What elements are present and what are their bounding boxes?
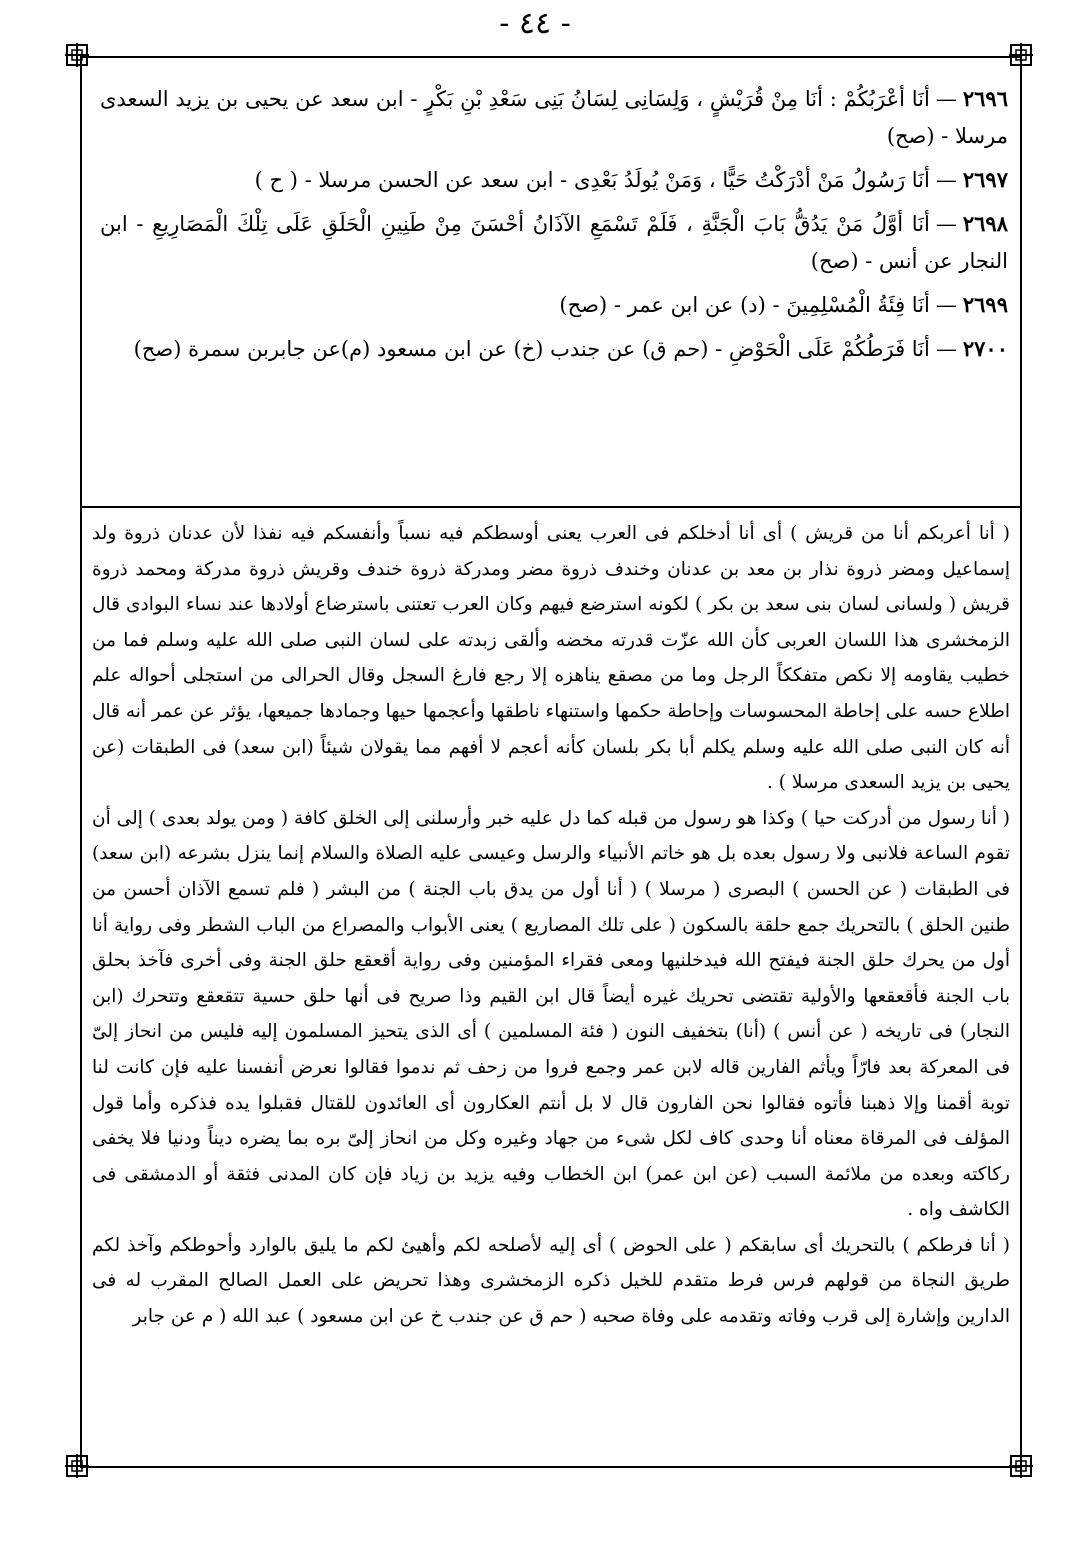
corner-ornament-icon [64,1453,90,1479]
corner-ornament-icon [1008,1453,1034,1479]
page-number: - ٤٤ - [499,6,571,41]
hadith-entry: ٢٦٩٩—أنَا فِئَةُ الْمُسْلِمِينَ - (د) عن ابن عمر - (صح) [559,292,1008,317]
hadith-text: أنَا أوَّلُ مَنْ يَدُقُّ بَابَ الْجَنَّةِ ، فَلَمْ تَسْمَعِ الآذَانُ أحْسَنَ مِنْ طَنِينِ الْحَلَقِ عَلَى تِلْكَ الْمَصَارِيعِ - ابن النجار عن أنس - (صح) [100,212,1008,273]
commentary-paragraph: ( أنا أعربكم أنا من قريش ) أى أنا أدخلكم فى العرب يعنى أوسطكم فيه نسباً وأنفسكم فيه نفذا لأن عدنان ذروة ولد إسماعيل ومضر ذروة نذار بن معد بن عدنان وخندف ذروة مضر ومدركة ذروة خندف وقريش ذروة مدركة ومحمد ذروة قريش ( ولسانى لسان بنى سعد بن بكر ) لكونه استرضع فيهم وكان العرب تعتنى باسترضاع أولادها عند نساء البوادى قال الزمخشرى هذا اللسان العربى كأن الله عزّت قدرته مخضه وألقى زبدته على لسان النبى صلى الله عليه وسلم فما من خطيب يقاومه إلا نكص متفككاً الرجل وما من مصقع يناهزه إلا رجع فارغ السجل وقال الحرالى من استجلى أحواله علم اطلاع حسه على إحاطة المحسوسات وإحاطة حكمها واستنهاء ناطقها وأعجمها حيها وجمادها جميعها، يؤثر عن عمر أنه قال أنه كان النبى صلى الله عليه وسلم يكلم أبا بكر بلسان كأنه أعجم لا أفهم مما يقولان شيئاً (ابن سعد) فى الطبقات (عن يحيى بن يزيد السعدى مرسلا ) . [92,523,1010,794]
corner-ornament-icon [64,42,90,68]
bottom-border [80,1466,1022,1468]
hadith-number: ٢٦٩٧ [962,167,1008,192]
commentary-paragraph: ( أنا فرطكم ) بالتحريك أى سابقكم ( على الحوض ) أى إليه لأصلحه لكم وأهيئ لكم ما يليق بالوارد وأحوطكم وآخذ لكم طريق النجاة من قولهم فرس فرط متقدم للخيل ذكره الزمخشرى وهذا تحريض على العمل الصالح المقرب له فى الدارين وإشارة إلى قرب وفاته وتقدمه على وفاة صحبه ( حم ق عن جندب خ عن ابن مسعود ) عبد الله ( م عن جابر [92,1234,1010,1328]
hadith-entry: ٢٦٩٦—أنَا أعْرَبُكُمْ : أنَا مِنْ قُرَيْشٍ ، وَلِسَانِى لِسَانُ بَنِى سَعْدِ بْنِ بَكْرٍ - ابن سعد عن يحيى بن يزيد السعدى مرسلا - (صح) [100,86,1008,148]
corner-ornament-icon [1008,42,1034,68]
right-border [1020,56,1022,1466]
hadith-number: ٢٦٩٨ [962,211,1008,236]
hadith-entry: ٢٦٩٨—أنَا أوَّلُ مَنْ يَدُقُّ بَابَ الْجَنَّةِ ، فَلَمْ تَسْمَعِ الآذَانُ أحْسَنَ مِنْ طَنِينِ الْحَلَقِ عَلَى تِلْكَ الْمَصَارِيعِ - ابن النجار عن أنس - (صح) [100,211,1008,273]
hadith-list [100,80,1008,500]
hadith-entry: ٢٧٠٠—أنَا فَرَطُكُمْ عَلَى الْحَوْضِ - (حم ق) عن جندب (خ) عن ابن مسعود (م)عن جابربن سمرة (صح) [133,336,1008,361]
section-divider [80,506,1022,508]
top-border [80,56,1022,58]
hadith-text: أنَا فَرَطُكُمْ عَلَى الْحَوْضِ - (حم ق) عن جندب (خ) عن ابن مسعود (م)عن جابربن سمرة (صح) [133,337,930,361]
hadith-number: ٢٦٩٩ [962,292,1008,317]
hadith-number: ٢٧٠٠ [962,336,1008,361]
hadith-text: أنَا رَسُولُ مَنْ أدْرَكْتُ حَيًّا ، وَمَنْ يُولَدُ بَعْدِى - ابن سعد عن الحسن مرسلا - ( ح ) [254,168,930,192]
hadith-entry: ٢٦٩٧—أنَا رَسُولُ مَنْ أدْرَكْتُ حَيًّا ، وَمَنْ يُولَدُ بَعْدِى - ابن سعد عن الحسن مرسلا - ( ح ) [254,167,1008,192]
commentary-paragraph: ( أنا رسول من أدركت حيا ) وكذا هو رسول من قبله كما دل عليه خبر وأرسلنى إلى الخلق كافة ( ومن يولد بعدى ) إلى أن تقوم الساعة فلانبى ولا رسول بعده بل هو خاتم الأنبياء والرسل وعيسى عليه الصلاة والسلام إنما ينزل بشرعه (ابن سعد) فى الطبقات ( عن الحسن ) البصرى ( مرسلا ) ( أنا أول من يدق باب الجنة ) من البشر ( فلم تسمع الآذان أحسن من طنين الحلق ) بالتحريك جمع حلقة بالسكون ( على تلك المصاريع ) يعنى الأبواب والمصراع من الباب الشطر وفى رواية أنا أول من يحرك حلق الجنة فيفتح الله فيدخلنيها ومعى فقراء المؤمنين وفى رواية أقعقع حلق الجنة وفى أخرى فآخذ بحلق باب الجنة فأقعقعها والأولية تقتضى تحريك غيره أيضاً قال ابن القيم وذا صريح فى أنها حلق حسية تتقعقع وتتحرك (ابن النجار) فى تاريخه ( عن أنس ) (أنا) بتخفيف النون ( فئة المسلمين ) أى الذى يتحيز المسلمون إليه فليس من انحاز إلىّ فى المعركة بعد فارّاً ويأثم الفارين قاله لابن عمر وجمع فروا من زحف ثم ندموا فقالوا نعرض أنفسنا عليه فإن كانت لنا توبة أقمنا وإلا ذهبنا فأتوه فقالوا نحن الفارون قال لا بل أنتم العكارون أى العائدون للقتال فقبلوا يده فذكره وأما قول المؤلف فى المرقاة معناه أنا وحدى كاف لكل شىء من جهاد وغيره وكل من انحاز إلىّ بره بما يضره ديناً ودنيا فلا يخفى ركاكته وبعده من ملائمة السبب (عن ابن عمر) ابن الخطاب وفيه يزيد بن زياد فإن كان المدنى فثقة أو الدمشقى فى الكاشف واه . [92,807,1011,1221]
left-border [80,56,82,1466]
commentary [92,516,1010,1456]
hadith-number: ٢٦٩٦ [962,86,1008,111]
hadith-text: أنَا فِئَةُ الْمُسْلِمِينَ - (د) عن ابن عمر - (صح) [559,293,930,317]
hadith-text: أنَا أعْرَبُكُمْ : أنَا مِنْ قُرَيْشٍ ، وَلِسَانِى لِسَانُ بَنِى سَعْدِ بْنِ بَكْرٍ - ابن سعد عن يحيى بن يزيد السعدى مرسلا - (صح) [100,87,1008,148]
